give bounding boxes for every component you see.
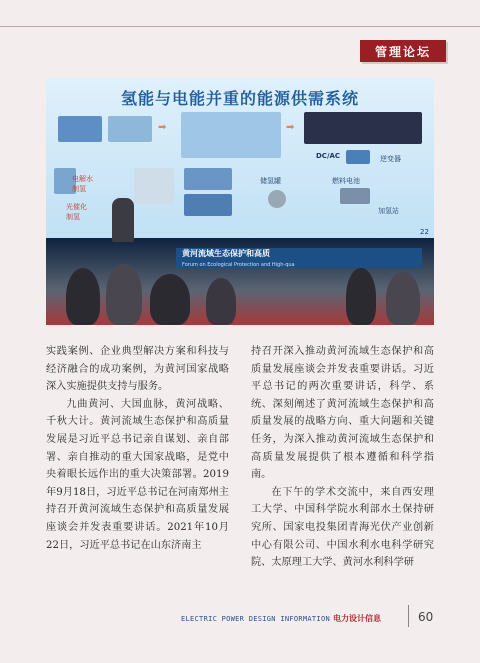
article-paragraph: 九曲黄河、大国血脉，黄河战略、千秋大计。黄河流域生态保护和高质量发展是习近平总书记亲自谋划、亲自部署、亲自推动的重大国家战略，是党中央着眼长远作出的重大决策部署。2019年9月18日，习近平总书记在河南郑州主持召开黄河流域生态保护和高质量发展座谈会并发表重要讲话。2021年10月22日，习近平总书记在山东济南主	[46, 398, 229, 551]
hydrogen-transport-image-2	[184, 194, 232, 216]
conference-photo	[46, 78, 434, 325]
city-night-image	[304, 112, 422, 144]
audience-member	[206, 278, 236, 325]
speaker-figure	[112, 198, 134, 242]
fuel-cell-image	[340, 188, 370, 204]
storage-tank-image	[268, 190, 286, 208]
storage-label: 储氢罐	[260, 177, 281, 185]
slide-number: 22	[420, 228, 429, 236]
arrow-icon: ➡	[158, 122, 167, 133]
article-paragraph: 持召开深入推动黄河流域生态保护和高质量发展座谈会并发表重要讲话。习近平总书记的两次重要讲话，科学、系统、深刻阐述了黄河流域生态保护和高质量发展的战略方向、重大问题和关键任务，为深入推动黄河流域生态保护和高质量发展提供了根本遵循和科学指南。	[251, 346, 434, 481]
article-right-column	[251, 343, 434, 572]
hydrogen-transport-image	[184, 168, 232, 190]
stage-banner	[176, 248, 422, 268]
article-left-column	[46, 343, 229, 554]
inverter-label: 逆变器	[380, 155, 401, 163]
wind-turbine-image	[108, 116, 152, 142]
footer-divider	[408, 605, 409, 627]
journal-name-english: ELECTRIC POWER DESIGN INFORMATION	[181, 615, 330, 623]
audience-member	[386, 272, 420, 325]
header-rule	[0, 26, 480, 27]
journal-name-chinese: 电力设计信息	[333, 614, 381, 623]
audience-member	[346, 268, 376, 325]
article-paragraph: 在下午的学术交流中，来自西安理工大学、中国科学院水利部水土保持研究所、国家电投集团青海光伏产业创新中心有限公司、中国水利水电科学研究院、太原理工大学、黄河水利科学研	[251, 486, 434, 569]
inverter-image	[346, 150, 370, 164]
dcac-label: DC/AC	[316, 152, 341, 160]
section-badge: 管理论坛	[360, 40, 446, 62]
hydrogen-production-image	[134, 168, 174, 204]
arrow-icon: ➡	[286, 122, 295, 133]
audience-member	[150, 274, 190, 325]
presentation-screen	[46, 78, 434, 246]
electrolysis-label: 电解水 制氢	[72, 175, 93, 193]
power-grid-image	[181, 112, 281, 158]
screen-title: 氢能与电能并重的能源供需系统	[120, 89, 359, 108]
audience-member	[106, 264, 142, 325]
audience-member	[66, 268, 100, 325]
refueling-label: 加氢站	[378, 207, 399, 215]
page-number: 60	[418, 610, 434, 624]
banner-title: 黄河流域生态保护和高质	[182, 249, 270, 258]
banner-subtitle: Forum on Ecological Protection and High-qua	[182, 262, 295, 268]
solar-panel-image	[58, 116, 102, 142]
fuel-cell-label: 燃料电池	[332, 177, 360, 185]
article-paragraph: 实践案例、企业典型解决方案和科技与经济融合的成功案例，为黄河国家战略深入实施提供支持与服务。	[46, 346, 229, 393]
photocatalysis-label: 光催化 制氢	[66, 203, 87, 221]
